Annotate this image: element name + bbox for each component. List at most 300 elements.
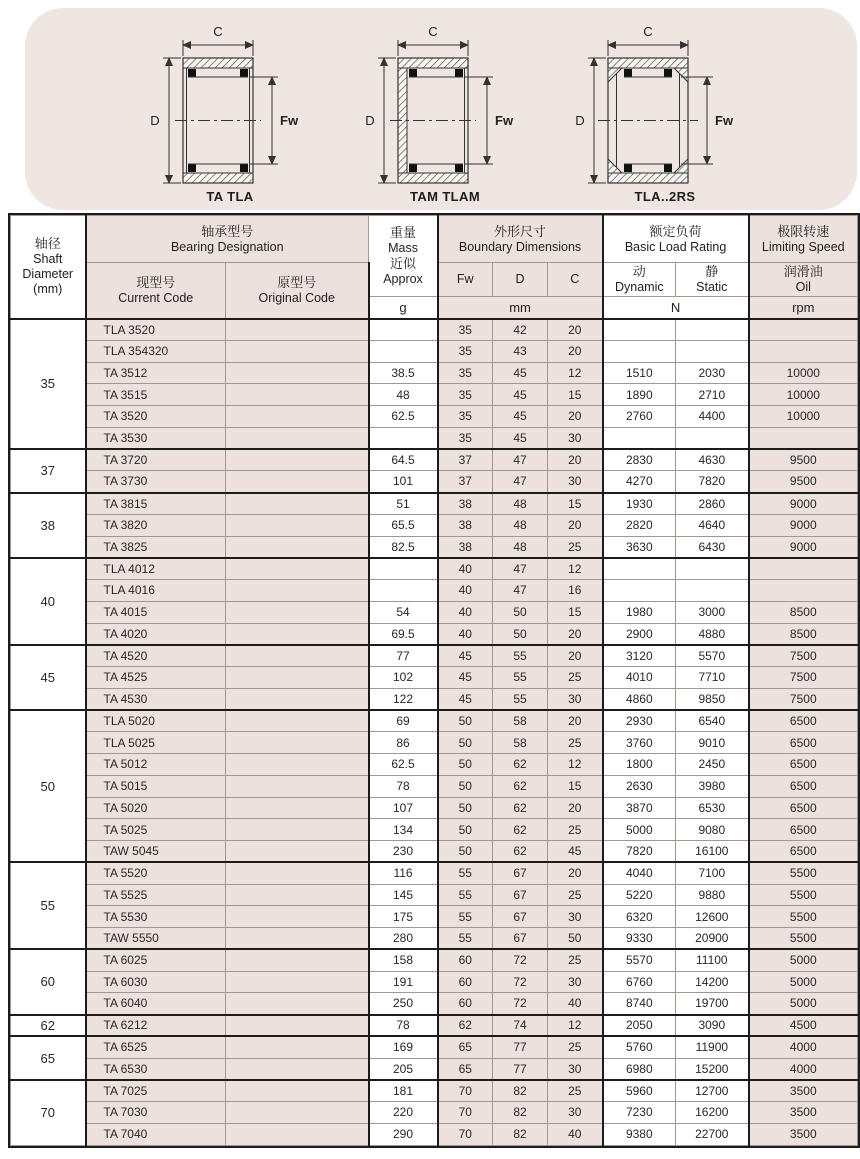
dynamic-load-cell: 7230 [603,1102,676,1124]
dim-label-fw: Fw [715,113,734,128]
c-cell: 25 [548,667,603,689]
c-cell: 20 [548,319,603,341]
original-code-cell [226,797,369,819]
original-code-cell [226,928,369,950]
header-c: C [548,263,603,297]
fw-cell: 40 [438,558,493,580]
mass-cell: 116 [369,862,438,884]
dynamic-load-cell: 9330 [603,928,676,950]
c-cell: 12 [548,1015,603,1037]
table-row [11,319,858,341]
original-code-cell [226,471,369,493]
fw-cell: 50 [438,732,493,754]
static-load-cell [676,427,749,449]
diagram-ta-tla [125,16,335,204]
static-load-cell: 3000 [676,601,749,623]
mass-cell [369,580,438,602]
dynamic-load-cell [603,427,676,449]
original-code-cell [226,993,369,1015]
table-row [11,1080,858,1102]
table-row [11,862,858,884]
static-load-cell: 2030 [676,362,749,384]
mass-cell: 290 [369,1123,438,1145]
c-cell: 30 [548,971,603,993]
bearing-table-body [11,319,858,1146]
mass-cell: 65.5 [369,514,438,536]
mass-cell: 158 [369,949,438,971]
fw-cell: 50 [438,710,493,732]
fw-cell: 35 [438,384,493,406]
dynamic-load-cell: 5220 [603,884,676,906]
mass-cell: 69 [369,710,438,732]
original-code-cell [226,906,369,928]
rpm-cell: 5000 [749,949,858,971]
table-row [11,427,858,449]
diagram-title: TAM TLAM [409,189,481,204]
diagram-tla-2rs [550,16,780,204]
original-code-cell [226,949,369,971]
mass-cell: 145 [369,884,438,906]
static-load-cell [676,319,749,341]
mass-cell: 69.5 [369,623,438,645]
bearing-table-wrapper [8,213,860,1148]
d-cell: 55 [493,667,548,689]
fw-cell: 45 [438,688,493,710]
static-load-cell: 4400 [676,406,749,428]
fw-cell: 60 [438,971,493,993]
mass-cell [369,427,438,449]
original-code-cell [226,819,369,841]
c-cell: 20 [548,340,603,362]
mass-cell: 38.5 [369,362,438,384]
mass-cell: 280 [369,928,438,950]
d-cell: 42 [493,319,548,341]
current-code-cell: TA 7025 [86,1080,226,1102]
dynamic-load-cell: 3120 [603,645,676,667]
d-cell: 47 [493,558,548,580]
fw-cell: 37 [438,449,493,471]
table-row [11,797,858,819]
rpm-cell: 6500 [749,732,858,754]
static-load-cell: 4880 [676,623,749,645]
shaft-diameter-cell: 60 [11,949,86,1014]
static-load-cell: 15200 [676,1058,749,1080]
mass-cell: 64.5 [369,449,438,471]
fw-cell: 35 [438,427,493,449]
rpm-cell: 5500 [749,884,858,906]
table-row [11,906,858,928]
d-cell: 58 [493,710,548,732]
fw-cell: 50 [438,841,493,863]
table-row [11,928,858,950]
static-load-cell: 3980 [676,775,749,797]
original-code-cell [226,558,369,580]
mass-cell: 86 [369,732,438,754]
fw-cell: 60 [438,993,493,1015]
fw-cell: 35 [438,406,493,428]
mass-cell [369,340,438,362]
c-cell: 20 [548,710,603,732]
static-load-cell: 7100 [676,862,749,884]
static-load-cell: 3090 [676,1015,749,1037]
header-static: 静 Static [676,263,749,297]
mass-cell: 191 [369,971,438,993]
current-code-cell: TA 5025 [86,819,226,841]
dynamic-load-cell: 1980 [603,601,676,623]
current-code-cell: TA 6530 [86,1058,226,1080]
fw-cell: 40 [438,623,493,645]
original-code-cell [226,732,369,754]
table-row [11,623,858,645]
original-code-cell [226,340,369,362]
header-dynamic: 动 Dynamic [603,263,676,297]
rpm-cell: 7500 [749,688,858,710]
bearing-diagrams-panel [25,8,857,210]
mass-cell: 62.5 [369,754,438,776]
d-cell: 62 [493,797,548,819]
current-code-cell: TA 6040 [86,993,226,1015]
static-load-cell: 7820 [676,471,749,493]
table-row [11,558,858,580]
c-cell: 25 [548,884,603,906]
current-code-cell: TAW 5550 [86,928,226,950]
fw-cell: 40 [438,601,493,623]
original-code-cell [226,841,369,863]
current-code-cell: TA 4530 [86,688,226,710]
static-load-cell: 6530 [676,797,749,819]
table-row [11,493,858,515]
static-load-cell: 22700 [676,1123,749,1145]
static-load-cell: 20900 [676,928,749,950]
current-code-cell: TA 4020 [86,623,226,645]
c-cell: 25 [548,1080,603,1102]
original-code-cell [226,1015,369,1037]
current-code-cell: TA 7040 [86,1123,226,1145]
table-row [11,536,858,558]
rpm-cell [749,340,858,362]
original-code-cell [226,427,369,449]
static-load-cell: 12700 [676,1080,749,1102]
d-cell: 67 [493,928,548,950]
fw-cell: 65 [438,1036,493,1058]
current-code-cell: TA 4015 [86,601,226,623]
dynamic-load-cell: 2830 [603,449,676,471]
fw-cell: 38 [438,514,493,536]
d-cell: 62 [493,819,548,841]
d-cell: 82 [493,1123,548,1145]
fw-cell: 55 [438,862,493,884]
dim-label-d: D [150,113,160,128]
fw-cell: 38 [438,536,493,558]
c-cell: 30 [548,688,603,710]
table-row [11,971,858,993]
dynamic-load-cell [603,558,676,580]
unit-grams: g [369,297,438,319]
current-code-cell: TLA 354320 [86,340,226,362]
diagram-title: TLA..2RS [634,189,696,204]
fw-cell: 55 [438,906,493,928]
c-cell: 12 [548,558,603,580]
original-code-cell [226,601,369,623]
header-fw: Fw [438,263,493,297]
current-code-cell: TAW 5045 [86,841,226,863]
original-code-cell [226,493,369,515]
static-load-cell: 2710 [676,384,749,406]
mass-cell: 134 [369,819,438,841]
table-row [11,1015,858,1037]
mass-cell: 54 [369,601,438,623]
rpm-cell: 8500 [749,623,858,645]
c-cell: 30 [548,906,603,928]
fw-cell: 70 [438,1123,493,1145]
shaft-diameter-cell: 35 [11,319,86,450]
header-oil: 润滑油 Oil [749,263,858,297]
c-cell: 45 [548,841,603,863]
unit-mm: mm [438,297,603,319]
d-cell: 67 [493,906,548,928]
c-cell: 25 [548,949,603,971]
shaft-diameter-cell: 38 [11,493,86,558]
dim-label-c: C [428,24,438,39]
dynamic-load-cell: 3760 [603,732,676,754]
dynamic-load-cell: 3870 [603,797,676,819]
rpm-cell: 9000 [749,493,858,515]
header-boundary-dimensions: 外形尺寸 Boundary Dimensions [438,216,603,263]
d-cell: 50 [493,601,548,623]
table-row [11,775,858,797]
static-load-cell: 9880 [676,884,749,906]
unit-newton: N [603,297,749,319]
dynamic-load-cell: 1510 [603,362,676,384]
c-cell: 20 [548,514,603,536]
dim-label-d: D [365,113,375,128]
current-code-cell: TA 6212 [86,1015,226,1037]
header-limiting-speed: 极限转速 Limiting Speed [749,216,858,263]
dynamic-load-cell [603,319,676,341]
dynamic-load-cell: 2050 [603,1015,676,1037]
rpm-cell: 3500 [749,1123,858,1145]
table-row [11,754,858,776]
fw-cell: 55 [438,884,493,906]
static-load-cell: 6430 [676,536,749,558]
static-load-cell: 6540 [676,710,749,732]
c-cell: 15 [548,775,603,797]
d-cell: 74 [493,1015,548,1037]
mass-cell: 77 [369,645,438,667]
rpm-cell: 6500 [749,710,858,732]
dynamic-load-cell: 2630 [603,775,676,797]
static-load-cell [676,580,749,602]
d-cell: 58 [493,732,548,754]
d-cell: 72 [493,993,548,1015]
dynamic-load-cell: 5760 [603,1036,676,1058]
current-code-cell: TLA 4016 [86,580,226,602]
table-row [11,384,858,406]
rpm-cell: 6500 [749,797,858,819]
table-row [11,1102,858,1124]
fw-cell: 70 [438,1102,493,1124]
current-code-cell: TLA 3520 [86,319,226,341]
header-shaft-diameter: 轴径 Shaft Diameter (mm) [11,216,86,319]
original-code-cell [226,384,369,406]
dim-label-c: C [643,24,653,39]
shaft-diameter-cell: 45 [11,645,86,710]
diagram-title: TA TLA [206,189,254,204]
original-code-cell [226,775,369,797]
d-cell: 72 [493,971,548,993]
mass-cell: 78 [369,775,438,797]
table-row [11,514,858,536]
header-bearing-designation: 轴承型号 Bearing Designation [86,216,369,263]
d-cell: 45 [493,406,548,428]
rpm-cell: 4000 [749,1036,858,1058]
d-cell: 55 [493,688,548,710]
table-row [11,993,858,1015]
rpm-cell: 5500 [749,906,858,928]
bearing-cross-section-drawing [125,16,335,191]
current-code-cell: TA 4520 [86,645,226,667]
fw-cell: 38 [438,493,493,515]
dim-label-c: C [213,24,223,39]
original-code-cell [226,710,369,732]
static-load-cell: 11900 [676,1036,749,1058]
mass-cell: 205 [369,1058,438,1080]
original-code-cell [226,536,369,558]
fw-cell: 70 [438,1080,493,1102]
bearing-cross-section-drawing [340,16,550,191]
original-code-cell [226,971,369,993]
dynamic-load-cell: 3630 [603,536,676,558]
current-code-cell: TA 5015 [86,775,226,797]
rpm-cell: 8500 [749,601,858,623]
current-code-cell: TA 3720 [86,449,226,471]
d-cell: 82 [493,1080,548,1102]
dynamic-load-cell: 5000 [603,819,676,841]
table-row [11,645,858,667]
bearing-table [10,215,858,1146]
fw-cell: 35 [438,340,493,362]
d-cell: 62 [493,841,548,863]
c-cell: 40 [548,1123,603,1145]
rpm-cell [749,580,858,602]
rpm-cell: 5000 [749,993,858,1015]
dynamic-load-cell: 8740 [603,993,676,1015]
original-code-cell [226,1058,369,1080]
dynamic-load-cell: 4010 [603,667,676,689]
fw-cell: 50 [438,797,493,819]
d-cell: 77 [493,1036,548,1058]
c-cell: 15 [548,384,603,406]
c-cell: 20 [548,623,603,645]
original-code-cell [226,688,369,710]
rpm-cell: 5500 [749,928,858,950]
rpm-cell: 6500 [749,775,858,797]
rpm-cell: 10000 [749,406,858,428]
mass-cell: 122 [369,688,438,710]
shaft-diameter-cell: 62 [11,1015,86,1037]
fw-cell: 60 [438,949,493,971]
dynamic-load-cell: 4860 [603,688,676,710]
table-row [11,449,858,471]
original-code-cell [226,406,369,428]
dynamic-load-cell: 1930 [603,493,676,515]
dynamic-load-cell: 6980 [603,1058,676,1080]
c-cell: 25 [548,536,603,558]
d-cell: 72 [493,949,548,971]
unit-rpm: rpm [749,297,858,319]
current-code-cell: TA 3530 [86,427,226,449]
dynamic-load-cell: 4270 [603,471,676,493]
d-cell: 45 [493,384,548,406]
table-row [11,1058,858,1080]
c-cell: 16 [548,580,603,602]
table-row [11,884,858,906]
d-cell: 67 [493,862,548,884]
c-cell: 15 [548,493,603,515]
static-load-cell: 9010 [676,732,749,754]
shaft-diameter-cell: 70 [11,1080,86,1145]
d-cell: 43 [493,340,548,362]
table-row [11,667,858,689]
original-code-cell [226,623,369,645]
fw-cell: 65 [438,1058,493,1080]
mass-cell: 101 [369,471,438,493]
static-load-cell: 16100 [676,841,749,863]
mass-cell [369,319,438,341]
original-code-cell [226,362,369,384]
current-code-cell: TA 4525 [86,667,226,689]
dynamic-load-cell: 9380 [603,1123,676,1145]
dynamic-load-cell: 1890 [603,384,676,406]
mass-cell: 78 [369,1015,438,1037]
table-row [11,580,858,602]
d-cell: 62 [493,775,548,797]
dim-label-d: D [575,113,585,128]
original-code-cell [226,862,369,884]
d-cell: 77 [493,1058,548,1080]
current-code-cell: TA 3515 [86,384,226,406]
dynamic-load-cell: 6760 [603,971,676,993]
original-code-cell [226,645,369,667]
dynamic-load-cell: 5960 [603,1080,676,1102]
mass-cell: 250 [369,993,438,1015]
dynamic-load-cell: 2930 [603,710,676,732]
fw-cell: 55 [438,928,493,950]
dynamic-load-cell: 7820 [603,841,676,863]
static-load-cell: 2450 [676,754,749,776]
fw-cell: 45 [438,645,493,667]
rpm-cell [749,427,858,449]
diagram-tam-tlam [340,16,550,204]
c-cell: 25 [548,1036,603,1058]
mass-cell: 51 [369,493,438,515]
current-code-cell: TA 3825 [86,536,226,558]
d-cell: 48 [493,493,548,515]
current-code-cell: TA 5012 [86,754,226,776]
static-load-cell: 14200 [676,971,749,993]
table-row [11,841,858,863]
dynamic-load-cell: 5570 [603,949,676,971]
mass-cell: 102 [369,667,438,689]
current-code-cell: TA 3520 [86,406,226,428]
current-code-cell: TA 3730 [86,471,226,493]
mass-cell: 62.5 [369,406,438,428]
current-code-cell: TLA 4012 [86,558,226,580]
dynamic-load-cell: 4040 [603,862,676,884]
c-cell: 50 [548,928,603,950]
c-cell: 20 [548,645,603,667]
dynamic-load-cell: 6320 [603,906,676,928]
